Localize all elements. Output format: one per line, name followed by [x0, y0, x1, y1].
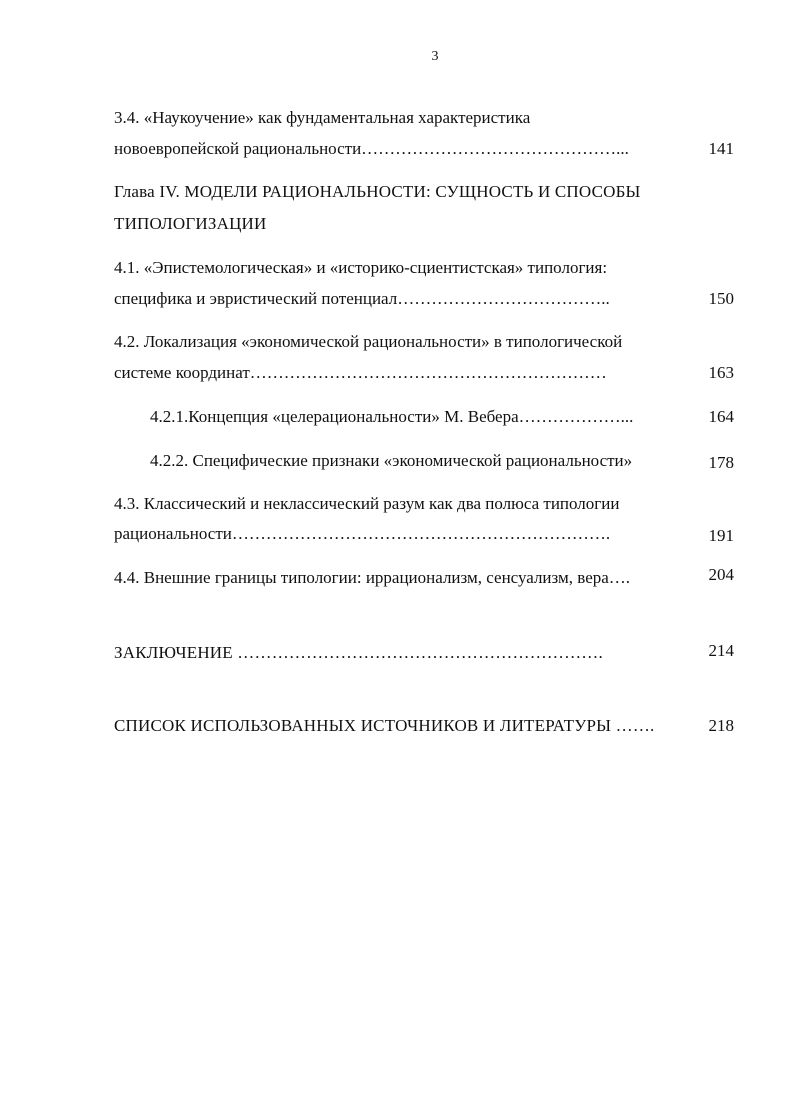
- toc-entry-4-4: 4.4. Внешние границы типологии: иррационализм, сенсуализм, вера….: [114, 568, 631, 587]
- toc-page-4-3: 191: [708, 526, 734, 545]
- toc-page-4-2: 163: [708, 363, 734, 382]
- toc-conclusion: ЗАКЛЮЧЕНИЕ ……………………………………………………….: [114, 643, 603, 662]
- toc-entry-4-2-line2: системе координат………………………………………………………: [114, 363, 607, 382]
- toc-page-conclusion: 214: [708, 641, 734, 660]
- toc-page-3-4: 141: [708, 139, 734, 158]
- toc-page-bibliography: 218: [708, 716, 734, 735]
- toc-page-4-2-2: 178: [708, 453, 734, 472]
- toc-entry-4-2-2: 4.2.2. Специфические признаки «экономической рациональности»: [150, 451, 633, 470]
- toc-page-4-2-1: 164: [708, 407, 734, 426]
- toc-bibliography: СПИСОК ИСПОЛЬЗОВАННЫХ ИСТОЧНИКОВ И ЛИТЕРАТУРЫ …….: [114, 716, 655, 735]
- toc-entry-3-4-line1: 3.4. «Наукоучение» как фундаментальная характеристика: [114, 108, 531, 127]
- page-number: 3: [431, 49, 439, 64]
- toc-entry-4-2-1: 4.2.1.Концепция «целерациональности» М. Вебера………………...: [150, 407, 634, 426]
- toc-chapter-4-line2: ТИПОЛОГИЗАЦИИ: [114, 214, 267, 233]
- toc-entry-4-3-line1: 4.3. Классический и неклассический разум как два полюса типологии: [114, 494, 620, 513]
- toc-page-4-1: 150: [708, 289, 734, 308]
- toc-entry-4-2-line1: 4.2. Локализация «экономической рациональности» в типологической: [114, 332, 623, 351]
- toc-entry-3-4-line2: новоевропейской рациональности………………………………………...: [114, 139, 629, 158]
- toc-page-4-4: 204: [708, 565, 734, 584]
- toc-entry-4-1-line1: 4.1. «Эпистемологическая» и «историко-сциентистская» типология:: [114, 258, 608, 277]
- toc-chapter-4-line1: Глава IV. МОДЕЛИ РАЦИОНАЛЬНОСТИ: СУЩНОСТЬ И СПОСОБЫ: [114, 182, 641, 201]
- toc-entry-4-1-line2: специфика и эвристический потенциал………………………………..: [114, 289, 610, 308]
- toc-entry-4-3-line2: рациональности………………………………………………………….: [114, 524, 611, 543]
